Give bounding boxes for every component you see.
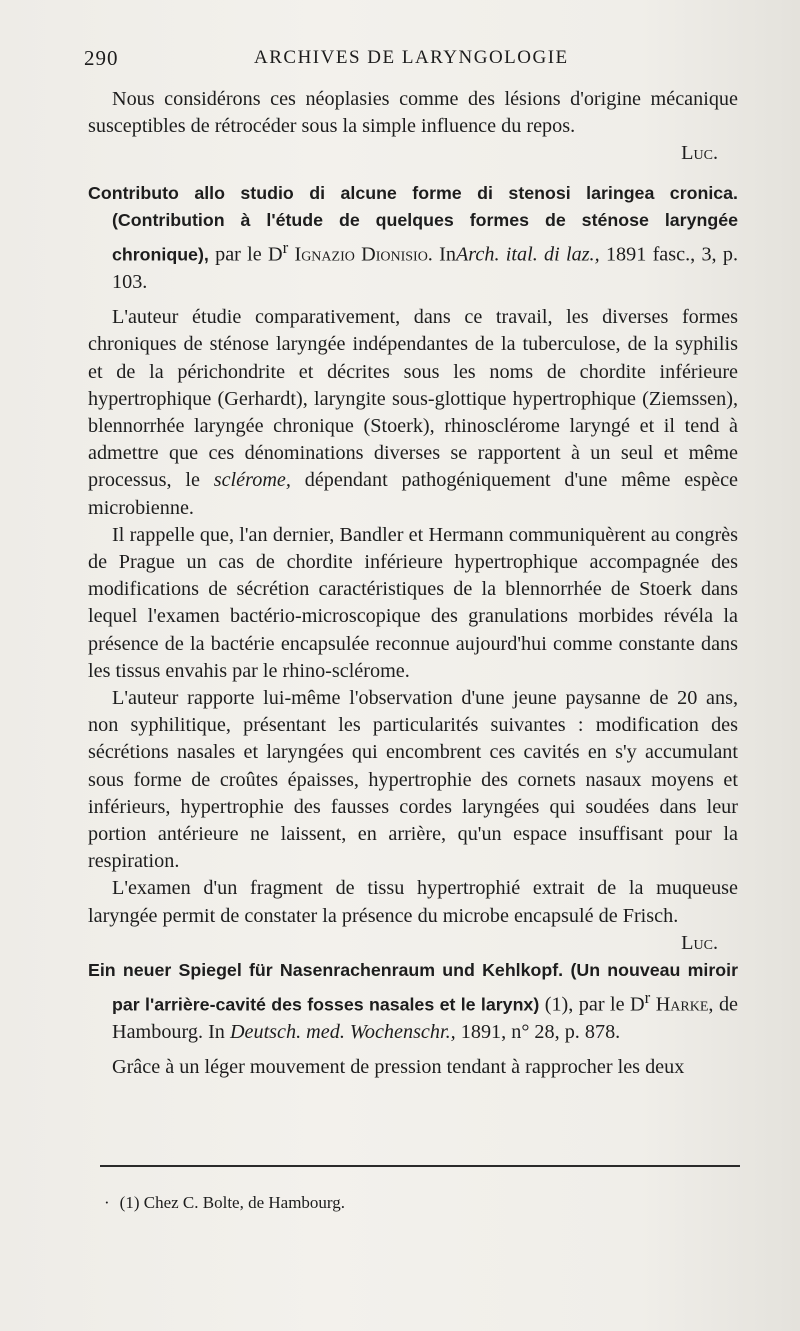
page-body xyxy=(88,86,738,1082)
article-journal-2: Deutsch. med. Wochenschr., xyxy=(229,1021,456,1044)
paragraph-1: L'auteur étudie comparativement, dans ce travail, les diverses formes chroniques de sténose laryngée indépendantes de la tuberculose, de la syphilis et de la périchondrite et décrites sous les noms de chordite inférieure hypertrophique (Gerhardt), laryngite sous-glottique hypertrophique (Ziemssen), blennorrhée laryngée chronique (Stoerk), rhinosclérome laryngé et il tend à admettre que ces dénominations diverses se rapportent à un seul et même processus, le sclérome, dépendant pathogéniquement d'une même espèce microbienne. xyxy=(88,306,739,519)
opening-paragraph: Nous considérons ces néoplasies comme des lésions d'origine mécanique susceptibles de rétrocéder sous la simple influence du repos. xyxy=(88,88,738,138)
footnote xyxy=(104,1192,704,1214)
article-place-2: de Hambourg. In xyxy=(112,993,738,1044)
article-subtitle-1: (Contribution à l'étude de quelques formes de sténose laryngée chronique), xyxy=(112,209,738,265)
article-journal-1: Arch. ital. di laz., xyxy=(455,243,600,266)
article-byline-1: par le D xyxy=(215,243,283,266)
article-ref-2: 1891, n° 28, p. 878. xyxy=(460,1021,621,1044)
article-ref-1: 1891 fasc., 3, p. 103. xyxy=(112,243,739,293)
paragraph-5: Grâce à un léger mouvement de pression tendant à rapprocher les deux xyxy=(112,1056,685,1079)
article-author-2: Harke, xyxy=(655,993,714,1016)
article-title-1: Contributo allo studio di alcune forme di stenosi laringea cronica. xyxy=(88,182,738,203)
paragraph-2: Il rappelle que, l'an dernier, Bandler et Hermann communiquèrent au congrès de Prague un cas de chordite inférieure hypertrophique accompagnée des modifications de sécrétion caractéristiques de la blennorrhée de Stoerk dans lequel l'examen bactério-microscopique des granulations morbides révéla la présence de la bactérie encapsulée reconnue aujourd'hui comme constante dans les tissus envahis par le rhino-sclérome. xyxy=(88,523,738,682)
article-subtitle-2: (Un nouveau miroir par l'arrière-cavité des fosses nasales et le larynx) xyxy=(112,960,739,1015)
running-title: ARCHIVES DE LARYNGOLOGIE xyxy=(254,47,569,68)
article-in-1: In xyxy=(439,243,456,266)
footnote-text: (1) Chez C. Bolte, de Hambourg. xyxy=(119,1193,346,1212)
paragraph-4: L'examen d'un fragment de tissu hypertrophié extrait de la muqueuse laryngée permit de constater la présence du microbe encapsulé de Frisch. xyxy=(88,877,738,927)
footnote-marker: (1), xyxy=(544,993,574,1016)
article-byline-2: par le D xyxy=(578,993,645,1016)
article-entry-2 xyxy=(88,957,738,1046)
page-header xyxy=(84,46,744,76)
article-entry-1 xyxy=(88,180,738,297)
article-title-2: Ein neuer Spiegel für Nasenrachenraum und Kehlkopf. xyxy=(88,960,564,981)
footnote-bullet: · xyxy=(104,1193,110,1212)
doctor-superscript-2: r xyxy=(644,988,651,1008)
signature-luc-1: Luc. xyxy=(681,142,718,165)
sclerome-term: sclérome, xyxy=(213,469,291,492)
doctor-superscript-1: r xyxy=(282,238,289,258)
footnote-divider xyxy=(100,1165,740,1167)
article-author-1: Ignazio Dionisio. xyxy=(294,243,433,266)
paragraph-3: L'auteur rapporte lui-même l'observation d'une jeune paysanne de 20 ans, non syphilitique, présentant les particularités suivantes : modification des sécrétions nasales et laryngées qui encombrent ces cavités en s'y accumulant sous forme de croûtes épaisses, hypertrophie des cornets nasaux moyens et inférieurs, hypertrophie des fausses cordes laryngées qui soudées dans leur portion antérieure ne laissent, en arrière, qu'un espace insuffisant pour la respiration. xyxy=(88,687,738,873)
page-number: 290 xyxy=(84,46,119,70)
signature-luc-2: Luc. xyxy=(681,931,718,954)
